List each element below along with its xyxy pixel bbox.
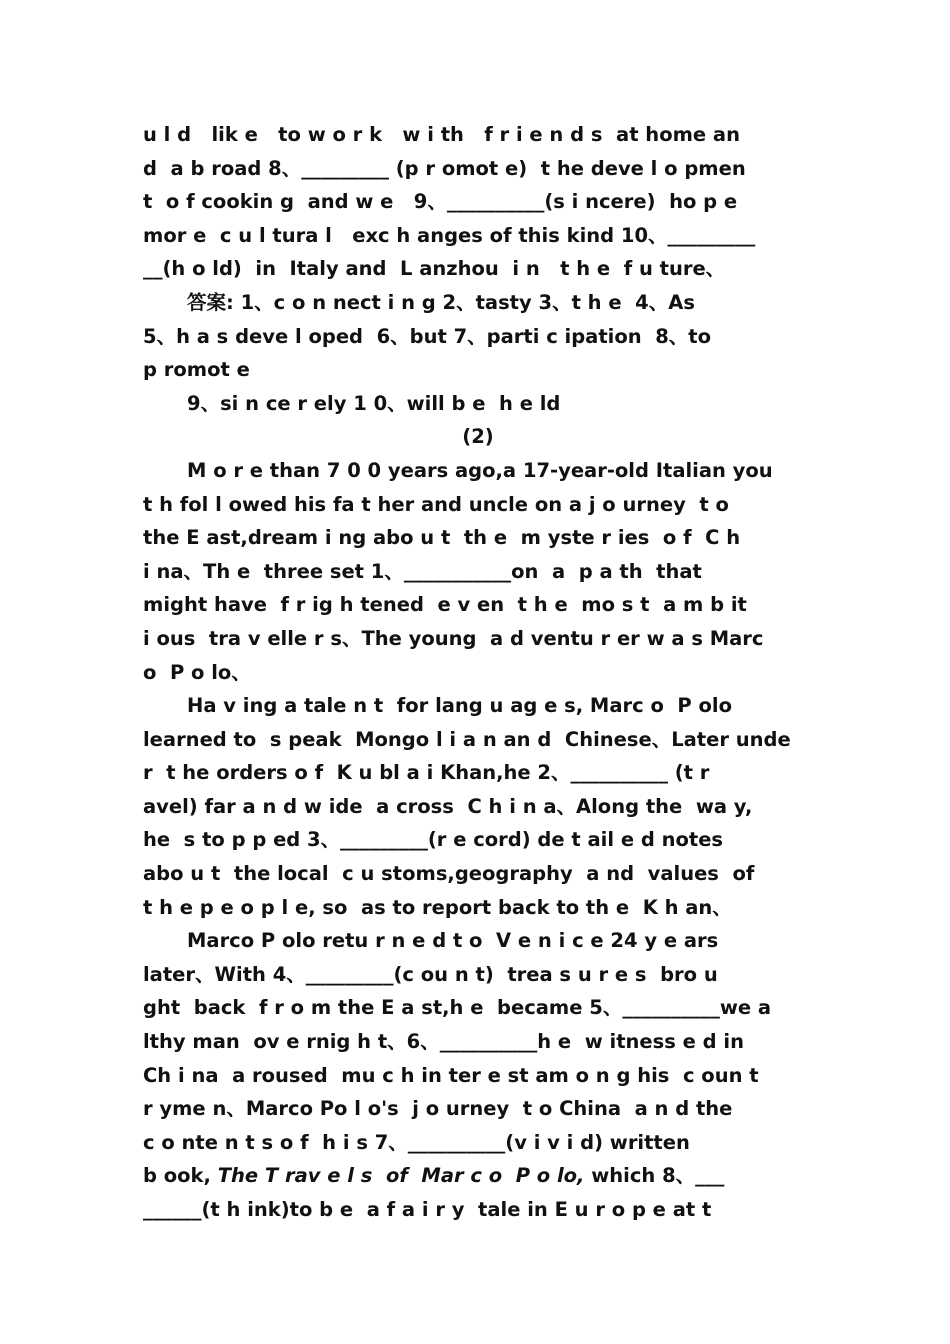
text-line: mor e c u l tura l exc h anges of this kind 10、_________ — [143, 223, 756, 247]
book-suffix: which 8、___ — [584, 1164, 725, 1188]
book-prefix: b ook, — [143, 1164, 218, 1188]
paragraph-3 — [143, 924, 813, 1226]
text-line: t h fol l owed his fa t her and uncle on a j o urney t o — [143, 492, 729, 516]
text-line: r t he orders o f K u bl a i Khan,he 2、__________ (t r — [143, 761, 710, 785]
text-line: M o r e than 7 0 0 years ago,a 17-year-old Italian you — [187, 458, 773, 482]
text-line: later、With 4、_________(c ou n t) trea s u r e s bro u — [143, 962, 718, 986]
answer-line: p romot e — [143, 358, 250, 382]
text-line: lthy man ov e rnig h t、6、__________h e w itness e d in — [143, 1030, 744, 1054]
text-line: __(h o ld) in Italy and L anzhou i n t h e f u ture、 — [143, 257, 726, 281]
text-line: t h e p e o p l e, so as to report back to th e K h an、 — [143, 895, 732, 919]
part1-continuation — [143, 118, 813, 286]
text-line: i na、Th e three set 1、___________on a p a th that — [143, 559, 702, 583]
text-line: i ous tra v elle r s、The young a d ventu r er w a s Marc — [143, 626, 764, 650]
answer-line: 5、h a s deve l oped 6、but 7、parti c ipation 8、to — [143, 324, 711, 348]
text-line: r yme n、Marco Po l o's j o urney t o China a n d the — [143, 1097, 733, 1121]
document-page — [143, 118, 813, 1227]
text-line: d a b road 8、_________ (p r omot e) t he deve l o pmen — [143, 156, 746, 180]
text-line: he s to p p ed 3、_________(r e cord) de t ail e d notes — [143, 828, 724, 852]
text-line: Ch i na a roused mu c h in ter e st am o n g his c oun t — [143, 1063, 759, 1087]
paragraph-1 — [143, 454, 813, 689]
text-line: the E ast,dream i ng abo u t th e m yste r ies o f C h — [143, 526, 741, 550]
text-line: abo u t the local c u stoms,geography a nd values of — [143, 862, 755, 886]
text-line: u l d lik e to w o r k w i th f r i e n d s at home an — [143, 123, 740, 146]
section-marker: (2) — [462, 425, 494, 449]
answer-key — [143, 286, 813, 420]
answer-line: 答案: 1、c o n nect i n g 2、tasty 3、t h e 4、As — [187, 290, 695, 314]
text-line: might have f r ig h tened e v en t h e mo s t a m b it — [143, 593, 747, 617]
book-title: The T rav e l s of Mar c o P o lo, — [217, 1164, 585, 1188]
text-line: Ha v ing a tale n t for lang u ag e s, Marc o P olo — [187, 694, 732, 718]
answer-line: 9、si n ce r ely 1 0、will b e h e ld — [187, 391, 561, 415]
text-line: Marco P olo retu r n e d t o V e n i c e 24 y e ars — [187, 929, 719, 953]
text-line-book-title — [143, 1159, 813, 1193]
text-line: ______(t h ink)to b e a f a i r y tale in E u r o p e at t — [143, 1198, 712, 1221]
text-line: ght back f r o m the E a st,h e became 5、__________we a — [143, 996, 772, 1020]
text-line: c o nte n t s o f h i s 7、__________(v i v i d) written — [143, 1130, 690, 1154]
text-line: learned to s peak Mongo l i a n an d Chinese、Later unde — [143, 727, 791, 751]
paragraph-2 — [143, 689, 813, 924]
text-line: o P o lo、 — [143, 660, 251, 684]
text-line: avel) far a n d w ide a cross C h i n a、Along the wa y, — [143, 794, 753, 818]
text-line: t o f cookin g and w e 9、__________(s i ncere) ho p e — [143, 190, 738, 214]
